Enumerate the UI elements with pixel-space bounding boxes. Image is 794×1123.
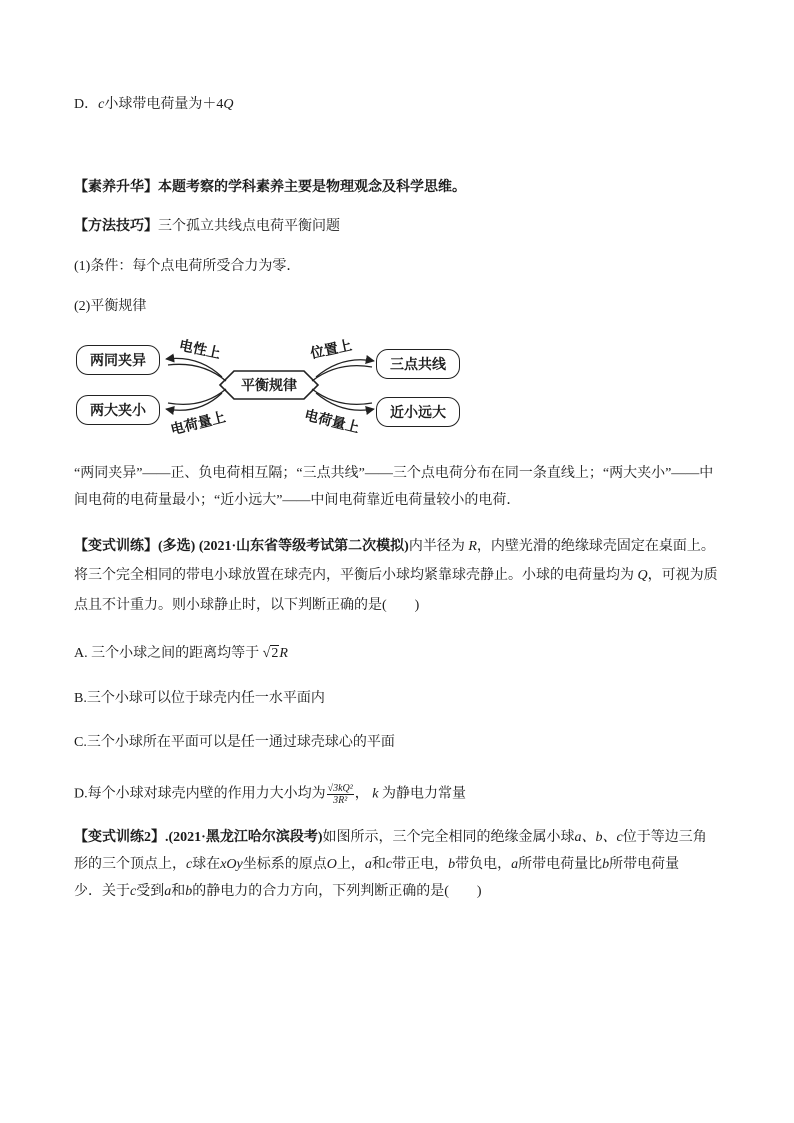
fraction-denominator: 3R² xyxy=(333,795,348,806)
option-d-text-2: D.每个小球对球壳内壁的作用力大小均为 xyxy=(74,786,326,802)
var-c-2: c xyxy=(385,857,393,872)
variant2-line1-end: 位于等边三角 xyxy=(622,830,707,845)
variant1-line-3: 点且不计重力。则小球静止时，以下判断正确的是( ) xyxy=(74,598,420,613)
var-c-1: c xyxy=(186,857,193,872)
fraction-numerator: √3kQ² xyxy=(327,783,353,794)
var-b-2: b xyxy=(602,857,610,872)
box-left-top: 两同夹异 xyxy=(76,345,160,375)
center-label: 平衡规律 xyxy=(241,378,297,394)
var-a-2: a xyxy=(511,857,519,872)
force-fraction xyxy=(327,783,354,806)
variant1-tag: 【变式训练】 xyxy=(74,539,158,554)
var-a-1: a xyxy=(364,857,372,872)
sqrt-radicand: 2 xyxy=(271,646,279,661)
option-d-end: 为静电力常量 xyxy=(381,786,466,802)
variant2-line-3 xyxy=(74,883,482,901)
var-k: k xyxy=(372,786,379,802)
var-xoy: xOy xyxy=(220,857,243,872)
var-a-3: a xyxy=(164,884,172,899)
literacy-text: 本题考察的学科素养主要是物理观念及科学思维。 xyxy=(158,180,466,195)
variant1-source: (2021·山东省等级考试第二次模拟) xyxy=(198,539,409,554)
variant1-line2-text: 将三个完全相同的带电小球放置在球壳内，平衡后小球均紧靠球壳静止。小球的电荷量均为 xyxy=(74,568,634,583)
label-right-top: 位置上 xyxy=(309,337,354,363)
v2-l2-c: 坐标系的原点 xyxy=(242,857,327,872)
variant2-line-2 xyxy=(74,856,679,874)
literacy-tag: 【素养升华】 xyxy=(74,180,158,195)
literacy-note xyxy=(74,179,466,197)
explain-line-1: “两同夹异”——正、负电荷相互隔；“三点共线”——三个点电荷分布在同一条直线上；“两大夹小”——中 xyxy=(74,466,714,481)
variant1-option-b: B.三个小球可以位于球壳内任一水平面内 xyxy=(74,691,325,706)
arrow-right-bottom xyxy=(316,393,374,410)
variant1-option-d xyxy=(74,783,466,806)
v2-l2-i: 所带电荷量 xyxy=(609,857,680,872)
option-a-text: A. 三个小球之间的距离均等于 xyxy=(74,646,260,661)
label-left-bottom: 电荷量上 xyxy=(169,409,228,439)
var-c-3: c xyxy=(130,884,137,899)
v2-l2-h: 所带电荷量比 xyxy=(518,857,603,872)
v2-l2-e: 和 xyxy=(371,857,386,872)
sqrt-2: √2 xyxy=(262,646,279,661)
variant1-option-a xyxy=(74,645,288,663)
option-d-text: 小球带电荷量为＋4 xyxy=(104,97,224,112)
v2-l3-a: 少．关于 xyxy=(74,884,130,899)
rule-title: (2)平衡规律 xyxy=(74,299,147,314)
v2-l3-c: 和 xyxy=(171,884,186,899)
var-o: O xyxy=(326,857,337,872)
variant2-line-1 xyxy=(74,829,707,847)
variant1-line-1 xyxy=(74,538,715,556)
explain-line-2: 间电荷的电荷量最小；“近小远大”——中间电荷靠近电荷量较小的电荷． xyxy=(74,493,521,508)
box-right-top: 三点共线 xyxy=(376,349,460,379)
v2-l3-b: 受到 xyxy=(136,884,165,899)
variant1-text-b: ，内壁光滑的绝缘球壳固定在桌面上。 xyxy=(476,539,715,554)
option-d-top xyxy=(74,96,233,114)
method-note xyxy=(74,218,340,236)
v2-l2-f: 带正电， xyxy=(392,857,449,872)
v2-l2-d: 上， xyxy=(336,857,365,872)
var-r-2: R xyxy=(279,646,288,661)
label-right-bottom: 电荷量上 xyxy=(302,407,361,437)
v2-l3-d: 的静电力的合力方向，下列判断正确的是( ) xyxy=(192,884,482,899)
variant2-source: (2021·黑龙江哈尔滨段考) xyxy=(168,830,323,845)
v2-l2-a: 形的三个顶点上， xyxy=(74,857,186,872)
v2-l2-b: 球在 xyxy=(192,857,221,872)
method-tag: 【方法技巧】 xyxy=(74,219,158,234)
option-d-sep: ， xyxy=(354,786,369,802)
variant1-option-c: C.三个小球所在平面可以是任一通过球壳球心的平面 xyxy=(74,735,395,750)
arrow-right-top xyxy=(316,360,374,377)
var-c: c xyxy=(98,97,105,112)
box-left-bottom: 两大夹小 xyxy=(76,395,160,425)
balance-rule-diagram xyxy=(74,337,464,441)
variant1-text-a: 内半径为 xyxy=(408,539,465,554)
var-b-3: b xyxy=(185,884,193,899)
variant1-line-2 xyxy=(74,567,718,585)
var-q-2: Q xyxy=(637,568,648,583)
variant2-tag: 【变式训练2】. xyxy=(74,830,169,845)
variant2-line1-text: 如图所示，三个完全相同的绝缘金属小球 xyxy=(322,830,575,845)
var-abc: a、b、c xyxy=(574,830,623,845)
condition-line: (1)条件：每个点电荷所受合力为零． xyxy=(74,259,301,274)
box-right-bottom: 近小远大 xyxy=(376,397,460,427)
var-q: Q xyxy=(223,97,234,112)
var-b-1: b xyxy=(448,857,456,872)
option-d-prefix: D． xyxy=(74,97,99,112)
method-text: 三个孤立共线点电荷平衡问题 xyxy=(158,219,340,234)
var-r: R xyxy=(468,539,477,554)
variant1-multi: (多选) xyxy=(158,539,196,554)
v2-l2-g: 带负电， xyxy=(455,857,512,872)
variant1-line2-end: ，可视为质 xyxy=(647,568,718,583)
label-left-top: 电性上 xyxy=(177,337,222,363)
